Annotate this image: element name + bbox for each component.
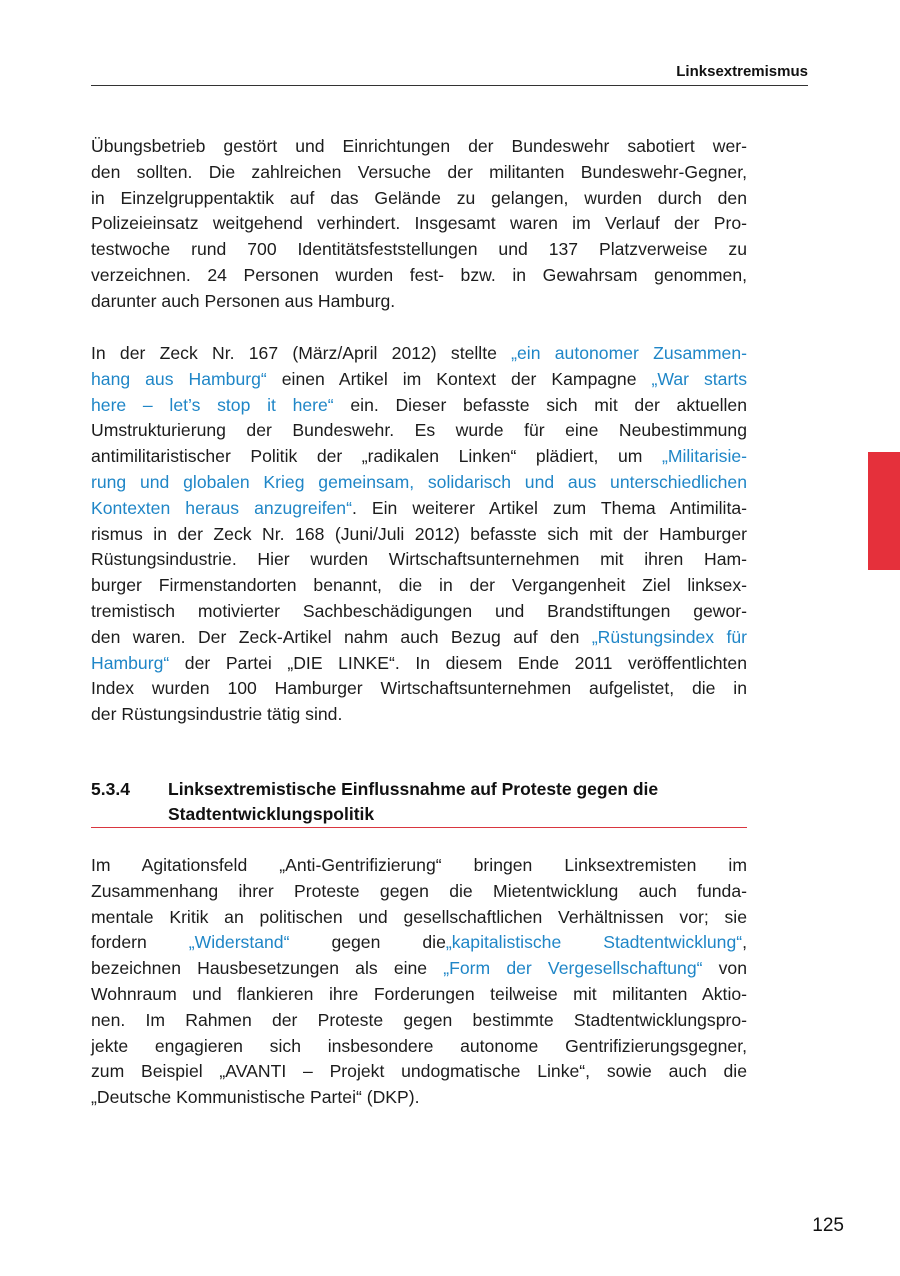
text-run: fordern	[91, 932, 189, 953]
text-line	[91, 651, 747, 677]
text-line: burger Firmenstandorten benannt, die in der Vergangenheit Ziel linksex-	[91, 575, 747, 596]
text-line: jekte engagieren sich insbesondere autonome Gentrifizierungsgegner,	[91, 1035, 747, 1056]
text-run: antimilitaristischer Politik der „radikalen Linken“ plädiert, um	[91, 446, 662, 467]
text-line	[91, 956, 747, 982]
section-heading	[168, 777, 748, 827]
text-line: verzeichnen. 24 Personen wurden fest- bzw. in Gewahrsam genommen,	[91, 264, 747, 285]
text-line: Zusammenhang ihrer Proteste gegen die Mietentwicklung auch funda-	[91, 880, 747, 901]
text-run: ,	[742, 932, 747, 953]
quote-run: „ein autonomer Zusammen-	[511, 343, 747, 363]
paragraph-3	[91, 853, 747, 1111]
text-line: Im Agitationsfeld „Anti-Gentrifizierung“ bringen Linksextremisten im	[91, 855, 747, 875]
text-line: Polizeieinsatz weitgehend verhindert. Insgesamt waren im Verlauf der Pro-	[91, 213, 747, 234]
text-line: zum Beispiel „AVANTI – Projekt undogmatische Linke“, sowie auch die	[91, 1061, 747, 1082]
text-run: einen Artikel im Kontext der Kampagne	[266, 368, 652, 389]
text-line: Übungsbetrieb gestört und Einrichtungen der Bundeswehr sabotiert wer-	[91, 136, 747, 156]
text-run: . Ein weiterer Artikel zum Thema Antimilita-	[351, 497, 747, 518]
text-line: rismus in der Zeck Nr. 168 (Juni/Juli 2012) befasste sich mit der Hamburger	[91, 523, 747, 544]
text-line	[91, 393, 747, 419]
text-line: tremistisch motivierter Sachbeschädigungen und Brandstiftungen gewor-	[91, 600, 747, 621]
paragraph-2	[91, 341, 747, 728]
text-line	[91, 444, 747, 470]
text-line: Rüstungsindustrie. Hier wurden Wirtschaftsunternehmen mit ihren Ham-	[91, 549, 747, 570]
text-line: darunter auch Personen aus Hamburg.	[91, 290, 396, 311]
text-line: in Einzelgruppentaktik auf das Gelände zu gelangen, wurden durch den	[91, 187, 747, 208]
quote-run: hang aus Hamburg“	[91, 368, 267, 389]
text-run: bezeichnen Hausbesetzungen als eine	[91, 958, 444, 979]
page-number: 125	[812, 1215, 844, 1236]
quote-run: here – let’s stop it here“	[91, 394, 334, 415]
text-line: testwoche rund 700 Identitätsfeststellungen und 137 Platzverweise zu	[91, 239, 747, 260]
quote-run: „Militarisie-	[661, 446, 747, 467]
running-header-title: Linksextremismus	[676, 63, 808, 80]
text-run: gegen die	[289, 932, 446, 953]
text-run: der Partei „DIE LINKE“. In diesem Ende 2011 veröffentlichten	[169, 652, 747, 673]
text-line: mentale Kritik an politischen und gesellschaftlichen Verhältnissen vor; sie	[91, 906, 747, 927]
quote-run: Kontexten heraus anzugreifen“	[91, 497, 352, 518]
text-line: den sollten. Die zahlreichen Versuche der militanten Bundeswehr-Gegner,	[91, 161, 747, 182]
text-run: von	[702, 958, 748, 979]
quote-run: „Widerstand“	[188, 932, 290, 953]
section-heading-line: Linksextremistische Einflussnahme auf Proteste gegen die	[168, 779, 659, 799]
text-line	[91, 930, 747, 956]
chapter-side-tab	[868, 452, 900, 570]
header-rule	[91, 85, 808, 86]
text-line: „Deutsche Kommunistische Partei“ (DKP).	[91, 1087, 420, 1108]
quote-run: „kapitalistische Stadtentwicklung“	[445, 932, 743, 953]
text-line	[91, 470, 747, 496]
text-run: In der Zeck Nr. 167 (März/April 2012) stellte	[91, 343, 512, 363]
quote-run: „Rüstungsindex für	[591, 626, 748, 647]
paragraph-1	[91, 134, 747, 315]
text-line: Wohnraum und flankieren ihre Forderungen teilweise mit militanten Aktio-	[91, 983, 747, 1004]
quote-run: Hamburg“	[91, 652, 170, 673]
text-line: nen. Im Rahmen der Proteste gegen bestimmte Stadtentwicklungspro-	[91, 1009, 747, 1030]
text-line: Index wurden 100 Hamburger Wirtschaftsunternehmen aufgelistet, die in	[91, 678, 747, 699]
section-heading-line: Stadtentwicklungspolitik	[168, 804, 375, 824]
quote-run: „War starts	[651, 368, 747, 389]
quote-run: rung und globalen Krieg gemeinsam, solidarisch und aus unterschiedlichen	[91, 471, 747, 492]
quote-run: „Form der Vergesellschaftung“	[443, 958, 703, 979]
text-line	[91, 341, 747, 367]
text-line	[91, 625, 747, 651]
text-line: der Rüstungsindustrie tätig sind.	[91, 704, 343, 725]
text-line	[91, 496, 747, 522]
text-line: Umstrukturierung der Bundeswehr. Es wurde für eine Neubestimmung	[91, 420, 747, 441]
section-rule	[91, 827, 747, 828]
text-run: den waren. Der Zeck-Artikel nahm auch Bezug auf den	[91, 626, 592, 647]
text-run: ein. Dieser befasste sich mit der aktuellen	[333, 394, 747, 415]
text-line	[91, 367, 747, 393]
section-number: 5.3.4	[91, 779, 130, 799]
